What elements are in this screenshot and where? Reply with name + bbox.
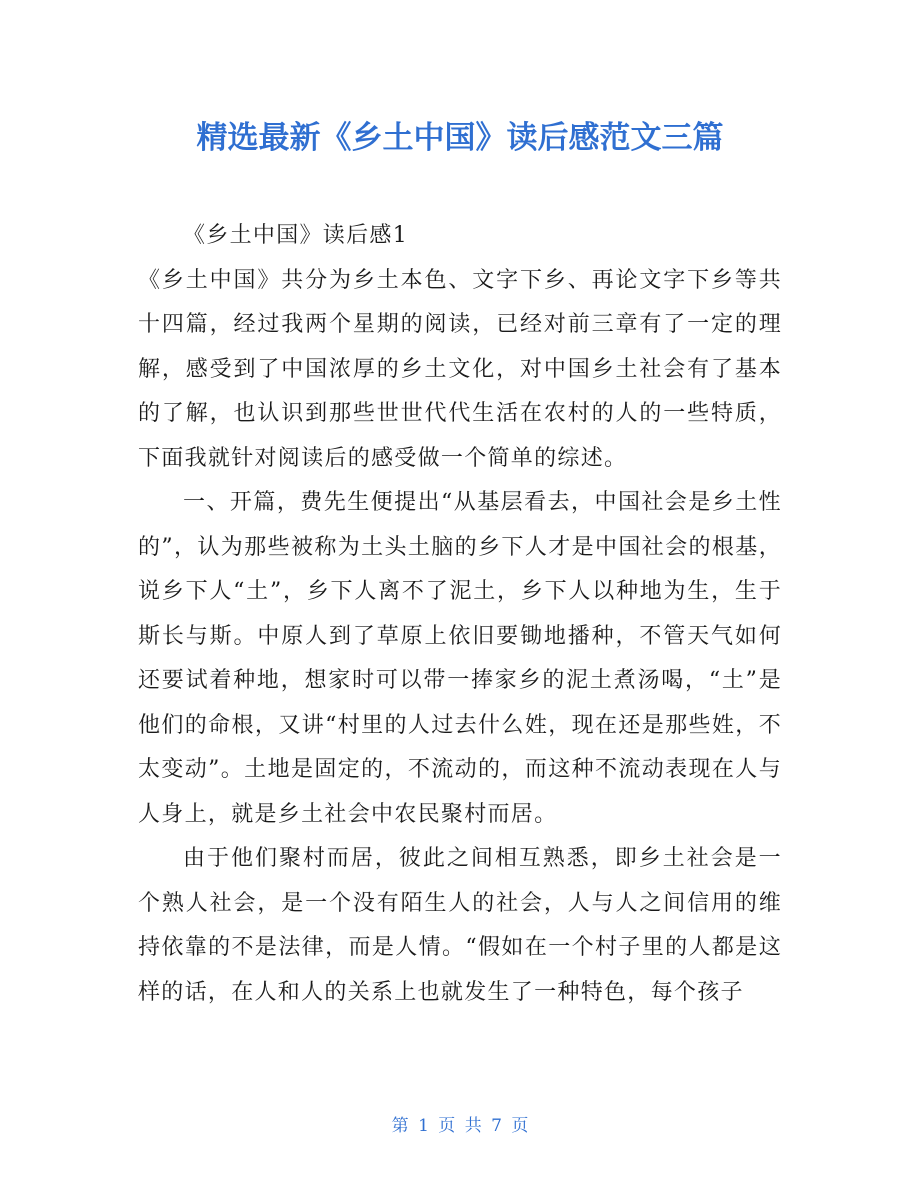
document-title: 精选最新《乡土中国》读后感范文三篇 xyxy=(196,120,724,156)
paragraph-acquaintance-society: 由于他们聚村而居，彼此之间相互熟悉，即乡土社会是一个熟人社会，是一个没有陌生人的社会，人与人之间信用的维持依靠的不是法律，而是人情。“假如在一个村子里的人都是这样的话，在人和人的关系上也就发生了一种特色，每个孩子 xyxy=(138,846,782,1005)
paragraph-intro: 《乡土中国》共分为乡土本色、文字下乡、再论文字下乡等共十四篇，经过我两个星期的阅读，已经对前三章有了一定的理解，感受到了中国浓厚的乡土文化，对中国乡土社会有了基本的了解，也认识到那些世世代代生活在农村的人的一些特质，下面我就针对阅读后的感受做一个简单的综述。 xyxy=(138,267,782,471)
document-body xyxy=(138,214,782,1015)
section-heading: 《乡土中国》读后感1 xyxy=(183,223,408,248)
page-number-footer: 第 1 页 共 7 页 xyxy=(391,1116,529,1136)
paragraph-point-one: 一、开篇，费先生便提出“从基层看去，中国社会是乡土性的”，认为那些被称为土头土脑的乡下人才是中国社会的根基，说乡下人“土”，乡下人离不了泥土，乡下人以种地为生，生于斯长与斯。中原人到了草原上依旧要锄地播种，不管天气如何还要试着种地，想家时可以带一捧家乡的泥土煮汤喝，“土”是他们的命根，又讲“村里的人过去什么姓，现在还是那些姓，不太变动”。土地是固定的，不流动的，而这种不流动表现在人与人身上，就是乡土社会中农民聚村而居。 xyxy=(138,490,782,827)
